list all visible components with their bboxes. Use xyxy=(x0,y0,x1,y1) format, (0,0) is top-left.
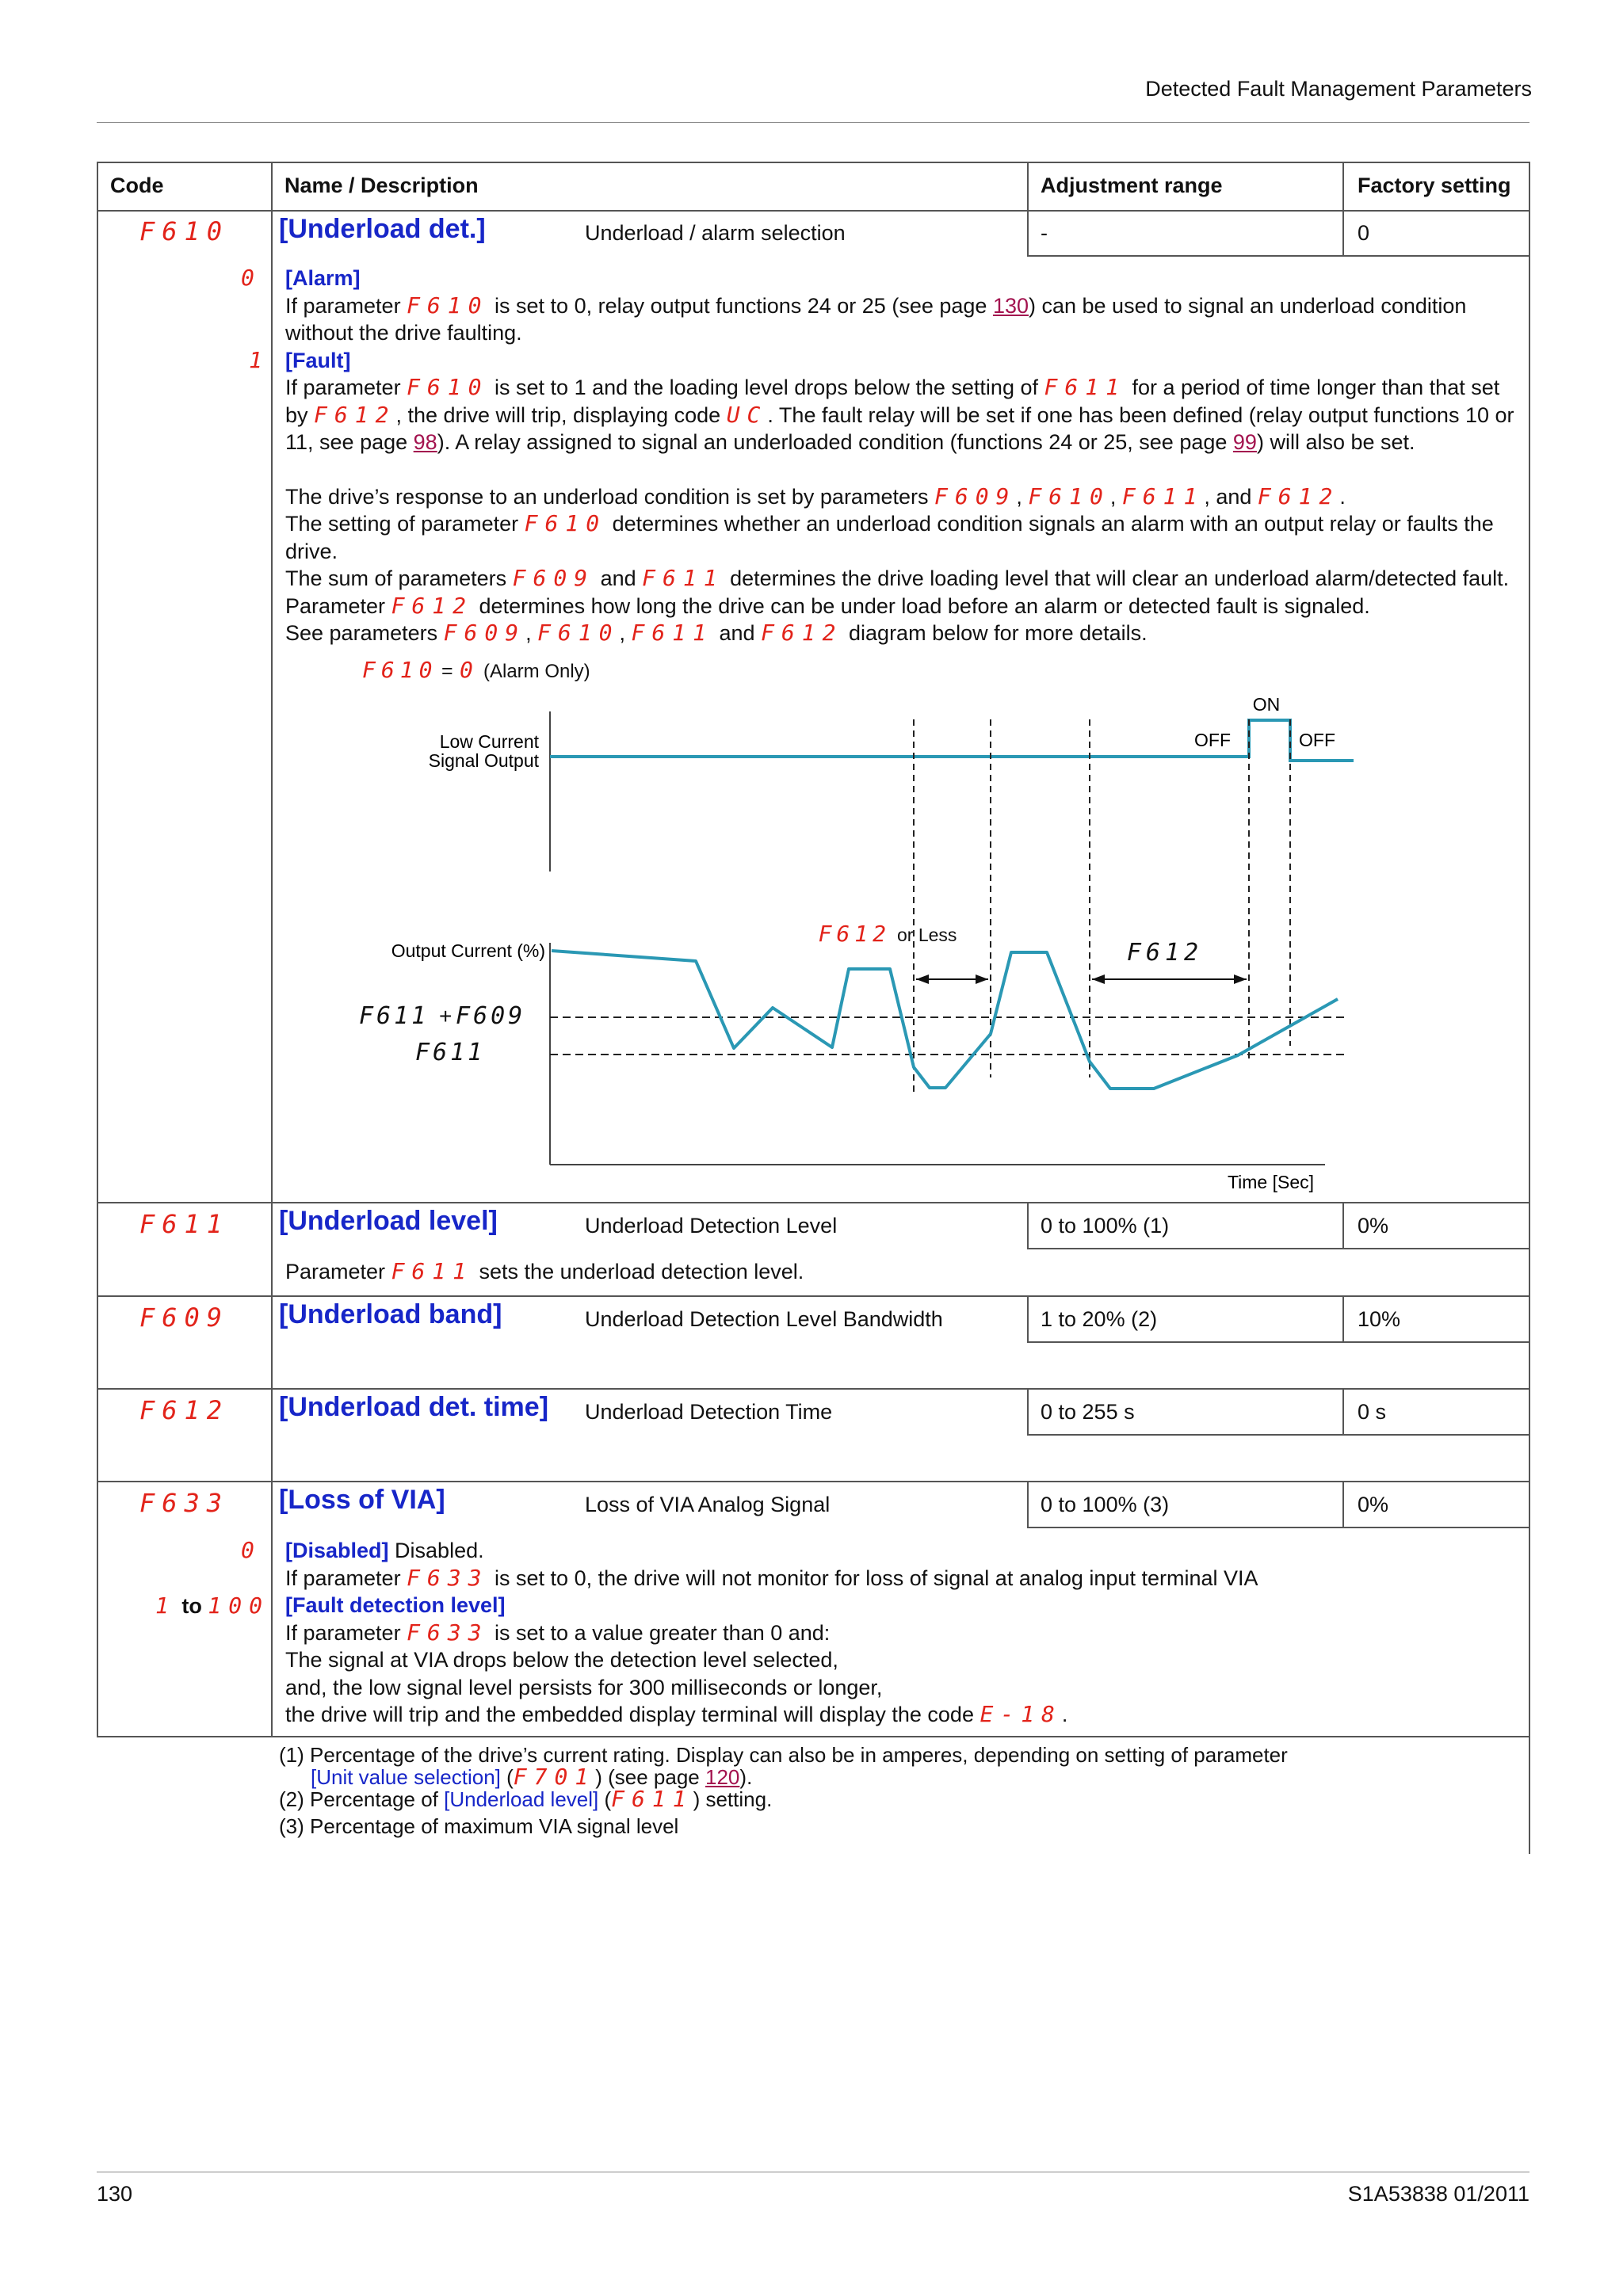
code-f609: F609 xyxy=(139,1302,230,1333)
output-current-curve xyxy=(552,951,1338,1089)
desc-f633: Loss of VIA Analog Signal xyxy=(585,1493,831,1516)
diagram-title-code: F610 xyxy=(362,657,438,683)
factory-f633: 0% xyxy=(1358,1493,1389,1516)
code-f633: F633 xyxy=(139,1488,230,1518)
f610-description: [Alarm] If parameter F610 is set to 0, relay output functions 24 or 25 (see page 130) can be used to signal an underload condition without the drive faulting. [Fault] If parameter F610 is set to 1 and the loading level drops below the setting of F611 for a period of time longer than that set by F612, the drive will trip, displaying code UC. The fault relay will be set if one has been defined (relay output functions 10 or 11, see page 98). A relay assigned to signal an underloaded condition (functions 24 or 25, see page 99) will also be set. The drive’s response to an underload condition is set by parameters F609, F610, F611, and F612. The setting of parameter F610 determines whether an underload condition signals an alarm with an output relay or faults the drive. The sum of parameters F609 and F611 determines the drive loading level that will clear an underload alarm/detected fault. Parameter F612 determines how long the drive can be under load before an alarm or detected fault is signaled. See parameters F609, F610, F611 and F612 diagram below for more details. xyxy=(285,266,1514,646)
f612-duration-label: F612 xyxy=(1126,939,1204,967)
label-underload-band: [Underload band] xyxy=(279,1299,502,1329)
sum-label-b: F609 xyxy=(456,1002,526,1030)
footnotes: (1) Percentage of the drive’s current rating. Display can also be in amperes, depending on setting of parameter [Unit value selection] (F701) (see page 120). (2) Percentage of [Underload level] (F611) setting. (3) Percentage of maximum VIA signal level xyxy=(279,1743,1288,1838)
sum-label-a: F611 xyxy=(359,1002,430,1030)
code-f611: F611 xyxy=(139,1209,230,1239)
range-f612: 0 to 255 s xyxy=(1041,1400,1135,1424)
option-label-alarm: [Alarm] xyxy=(285,266,361,290)
sum-label-plus: + xyxy=(439,1004,453,1028)
header-rule xyxy=(97,122,1529,123)
code-f612: F612 xyxy=(139,1395,230,1425)
signal-output-line xyxy=(550,720,1354,761)
range-f610: - xyxy=(1041,221,1048,245)
col-header-code: Code xyxy=(110,174,164,197)
low-current-label-1: Low Current xyxy=(439,731,539,752)
range-f611: 0 to 100% (1) xyxy=(1041,1214,1170,1238)
label-underload-det: [Underload det.] xyxy=(279,214,486,244)
desc-f611: Underload Detection Level xyxy=(585,1214,838,1238)
page-header-title: Detected Fault Management Parameters xyxy=(1145,77,1532,101)
off-label-1: OFF xyxy=(1194,730,1231,750)
col-header-name: Name / Description xyxy=(285,174,479,197)
f611-description: Parameter F611 sets the underload detection level. xyxy=(285,1258,804,1284)
option-code-0: 0 xyxy=(241,265,262,291)
link-page-98[interactable]: 98 xyxy=(413,430,437,454)
option-code-1: 1 xyxy=(249,347,269,373)
factory-f610: 0 xyxy=(1358,221,1370,245)
label-underload-level: [Underload level] xyxy=(279,1206,498,1236)
factory-f609: 10% xyxy=(1358,1307,1401,1331)
option-label-fault: [Fault] xyxy=(285,348,351,372)
underload-timing-diagram xyxy=(349,650,1379,1196)
f633-description: [Disabled] Disabled. If parameter F633 is set to 0, the drive will not monitor for loss of signal at analog input terminal VIA [Fault detection level] If parameter F633 is set to a value greater than 0 and: The signal at VIA drops below the detection level selected, and, the low signal level persists for 300 milliseconds or longer, the drive will trip and the embedded display terminal will display the code E-18. xyxy=(285,1539,1258,1727)
label-loss-of-via: [Loss of VIA] xyxy=(279,1485,445,1515)
option-label-fault-detection: [Fault detection level] xyxy=(285,1593,506,1617)
factory-f611: 0% xyxy=(1358,1214,1389,1238)
footer-page-number: 130 xyxy=(97,2182,133,2206)
range-f633: 0 to 100% (3) xyxy=(1041,1493,1170,1516)
f633-option-code-0: 0 xyxy=(241,1537,262,1563)
option-label-disabled: [Disabled] xyxy=(285,1539,389,1562)
footer-doc-id: S1A53838 01/2011 xyxy=(1347,2182,1529,2206)
output-current-label: Output Current (%) xyxy=(391,940,545,961)
label-underload-det-time: [Underload det. time] xyxy=(279,1392,549,1422)
off-label-2: OFF xyxy=(1299,730,1335,750)
link-page-99[interactable]: 99 xyxy=(1232,430,1257,454)
f612-or-less-code: F612 xyxy=(818,921,891,947)
desc-f609: Underload Detection Level Bandwidth xyxy=(585,1307,943,1331)
low-current-label-2: Signal Output xyxy=(428,750,539,771)
lower-threshold-label: F611 xyxy=(415,1039,486,1066)
factory-f612: 0 s xyxy=(1358,1400,1387,1424)
link-page-120[interactable]: 120 xyxy=(705,1765,740,1789)
or-less-label: or Less xyxy=(897,925,957,945)
desc-f612: Underload Detection Time xyxy=(585,1400,833,1424)
col-header-factory: Factory setting xyxy=(1358,174,1511,197)
code-f610: F610 xyxy=(139,216,230,246)
footnote-1a: (1) Percentage of the drive’s current rating. Display can also be in amperes, depending on setting of parameter xyxy=(279,1743,1288,1767)
range-f609: 1 to 20% (2) xyxy=(1041,1307,1158,1331)
link-page-130[interactable]: 130 xyxy=(992,293,1029,318)
diagram-title-note: (Alarm Only) xyxy=(483,661,590,682)
on-label: ON xyxy=(1252,694,1281,715)
diagram-title-zero: 0 xyxy=(460,657,473,683)
desc-f610: Underload / alarm selection xyxy=(585,221,846,245)
col-header-range: Adjustment range xyxy=(1041,174,1223,197)
f633-option-range: 1 to 100 xyxy=(155,1592,269,1619)
diagram-title-eq: = xyxy=(441,660,453,682)
time-label: Time [Sec] xyxy=(1227,1172,1314,1192)
footnote-3: (3) Percentage of maximum VIA signal level xyxy=(279,1814,679,1838)
